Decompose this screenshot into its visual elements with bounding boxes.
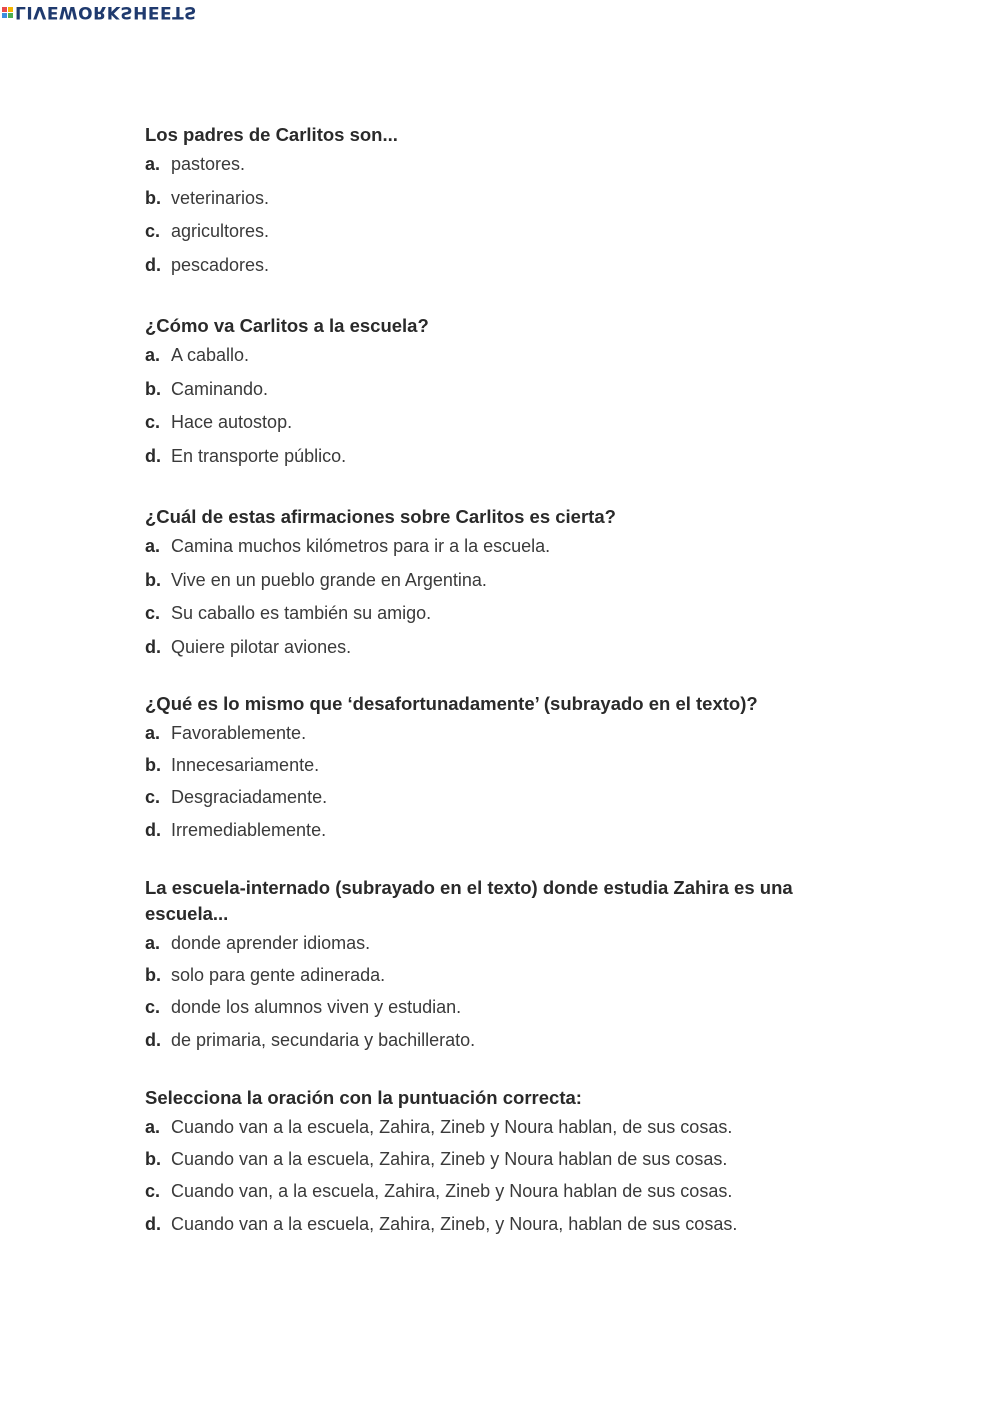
option-b[interactable] — [145, 1143, 865, 1175]
option-b[interactable] — [145, 182, 865, 216]
option-a[interactable] — [145, 717, 865, 749]
question-title: Los padres de Carlitos son... — [145, 124, 398, 145]
question-title: ¿Cómo va Carlitos a la escuela? — [145, 315, 429, 336]
option-letter: b. — [145, 1149, 161, 1170]
option-c[interactable] — [145, 781, 865, 813]
option-text: pescadores. — [171, 254, 270, 275]
option-text: Cuando van a la escuela, Zahira, Zineb, y Noura, hablan de sus cosas. — [171, 1213, 738, 1234]
question-title: Selecciona la oración con la puntuación correcta: — [145, 1087, 582, 1108]
option-a[interactable] — [145, 339, 865, 373]
option-letter: c. — [145, 1181, 161, 1202]
option-letter: c. — [145, 997, 161, 1018]
option-d[interactable] — [145, 249, 865, 283]
option-d[interactable] — [145, 1024, 865, 1056]
option-text: Su caballo es también su amigo. — [171, 603, 432, 623]
question-title: ¿Cuál de estas afirmaciones sobre Carlitos es cierta? — [145, 506, 616, 527]
option-text: Hace autostop. — [171, 412, 293, 432]
option-b[interactable] — [145, 959, 865, 991]
option-a[interactable] — [145, 530, 865, 564]
option-a[interactable] — [145, 1111, 865, 1143]
option-text: de primaria, secundaria y bachillerato. — [171, 1029, 476, 1050]
option-letter: a. — [145, 1117, 161, 1137]
option-text: Cuando van a la escuela, Zahira, Zineb y Noura hablan, de sus cosas. — [171, 1117, 733, 1137]
option-d[interactable] — [145, 1208, 865, 1240]
option-letter: d. — [145, 445, 161, 466]
option-d[interactable] — [145, 814, 865, 846]
option-text: Vive en un pueblo grande en Argentina. — [171, 569, 487, 590]
option-letter: b. — [145, 187, 161, 208]
option-a[interactable] — [145, 927, 865, 959]
option-letter: c. — [145, 603, 161, 623]
option-text: donde aprender idiomas. — [171, 933, 371, 953]
liveworksheets-logo — [2, 2, 197, 22]
option-letter: a. — [145, 345, 161, 365]
question-title: La escuela-internado (subrayado en el texto) donde estudia Zahira es una escuela... — [145, 877, 793, 924]
option-c[interactable] — [145, 1175, 865, 1207]
option-text: veterinarios. — [171, 187, 270, 208]
option-d[interactable] — [145, 440, 865, 474]
option-letter: b. — [145, 755, 161, 776]
option-letter: d. — [145, 819, 161, 840]
question-2 — [145, 313, 865, 473]
option-letter: a. — [145, 933, 161, 953]
option-c[interactable] — [145, 991, 865, 1023]
option-letter: a. — [145, 154, 161, 174]
option-text: donde los alumnos viven y estudian. — [171, 997, 462, 1018]
question-4 — [145, 691, 865, 846]
option-text: pastores. — [171, 154, 246, 174]
question-1 — [145, 122, 865, 282]
option-letter: d. — [145, 254, 161, 275]
option-letter: d. — [145, 1029, 161, 1050]
option-d[interactable] — [145, 631, 865, 665]
option-letter: b. — [145, 378, 161, 399]
option-text: Favorablemente. — [171, 723, 307, 743]
option-text: Irremediablemente. — [171, 819, 327, 840]
option-letter: c. — [145, 221, 161, 241]
option-letter: a. — [145, 723, 161, 743]
option-text: Cuando van, a la escuela, Zahira, Zineb y Noura hablan de sus cosas. — [171, 1181, 733, 1202]
option-text: Quiere pilotar aviones. — [171, 636, 352, 657]
option-c[interactable] — [145, 406, 865, 440]
option-b[interactable] — [145, 749, 865, 781]
option-text: solo para gente adinerada. — [171, 965, 386, 986]
option-text: Cuando van a la escuela, Zahira, Zineb y Noura hablan de sus cosas. — [171, 1149, 728, 1170]
logo-text: LIVEWORKSHEETS — [15, 2, 197, 22]
question-3 — [145, 504, 865, 664]
option-c[interactable] — [145, 215, 865, 249]
option-text: agricultores. — [171, 221, 270, 241]
option-text: Innecesariamente. — [171, 755, 320, 776]
logo-mark-icon — [2, 7, 13, 18]
question-title: ¿Qué es lo mismo que ‘desafortunadamente’ (subrayado en el texto)? — [145, 693, 758, 714]
option-b[interactable] — [145, 373, 865, 407]
option-text: Caminando. — [171, 378, 269, 399]
option-letter: c. — [145, 787, 161, 808]
option-letter: c. — [145, 412, 161, 432]
option-b[interactable] — [145, 564, 865, 598]
option-letter: d. — [145, 1213, 161, 1234]
option-text: En transporte público. — [171, 445, 347, 466]
option-letter: b. — [145, 965, 161, 986]
option-a[interactable] — [145, 148, 865, 182]
option-letter: b. — [145, 569, 161, 590]
option-text: Camina muchos kilómetros para ir a la escuela. — [171, 536, 551, 556]
option-c[interactable] — [145, 597, 865, 631]
option-text: Desgraciadamente. — [171, 787, 328, 808]
option-text: A caballo. — [171, 345, 250, 365]
question-5 — [145, 875, 865, 1056]
option-letter: a. — [145, 536, 161, 556]
question-6 — [145, 1085, 865, 1240]
option-letter: d. — [145, 636, 161, 657]
